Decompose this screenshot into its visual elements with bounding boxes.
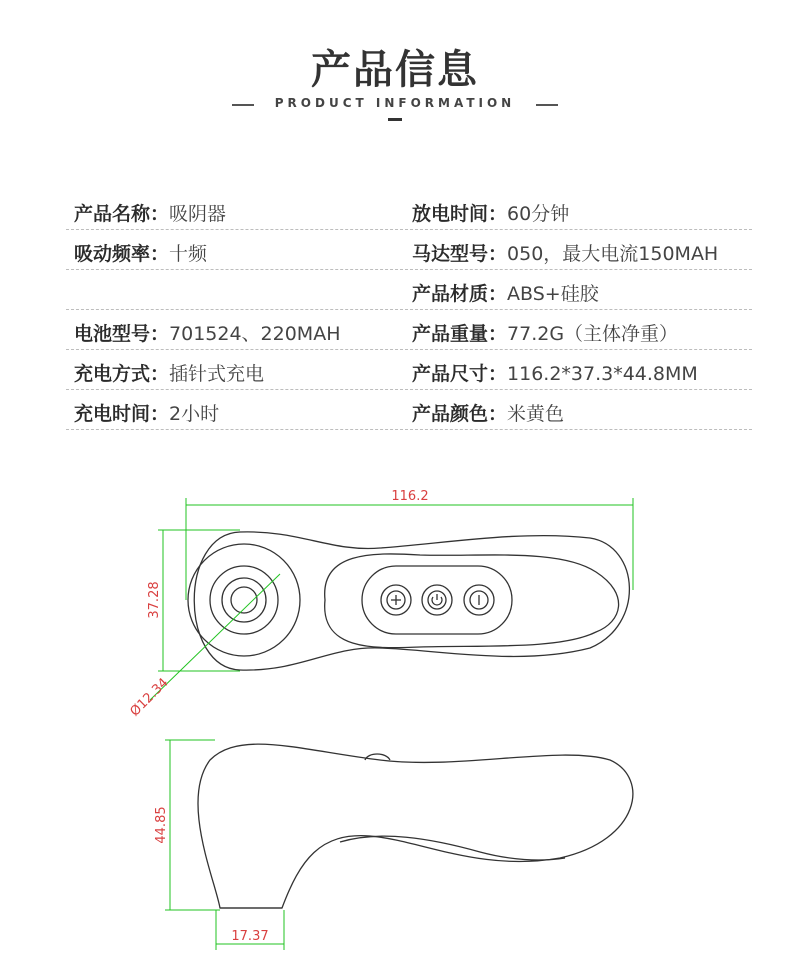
- spec-label: 产品尺寸：: [412, 363, 508, 385]
- top-view: [188, 532, 629, 670]
- spec-label: 吸动频率：: [74, 243, 170, 265]
- page-subtitle: PRODUCT INFORMATION: [274, 96, 516, 110]
- dimension-lines-side: [165, 740, 284, 950]
- page-title: 产品信息: [311, 47, 479, 93]
- spec-label: 产品颜色：: [412, 403, 508, 425]
- body-outline: [194, 532, 629, 670]
- side-view: [198, 744, 633, 908]
- spec-value: 十频: [169, 243, 208, 265]
- spec-value: 2小时: [169, 403, 220, 425]
- spec-label: 马达型号：: [412, 243, 508, 265]
- spec-value: 701524、220MAH: [169, 323, 341, 345]
- spec-value: 插针式充电: [169, 363, 265, 385]
- dim-diameter-label: Ø12.34: [127, 675, 172, 720]
- side-body-outline: [198, 744, 633, 908]
- power-button[interactable]: [422, 585, 452, 615]
- spec-label: 产品重量：: [412, 323, 508, 345]
- dim-height-label: 44.85: [154, 806, 169, 844]
- spec-label: 充电时间：: [74, 403, 170, 425]
- dim-length-label: 116.2: [391, 489, 429, 504]
- spec-value: 050，最大电流150MAH: [507, 243, 719, 265]
- spec-value: 吸阴器: [169, 203, 227, 225]
- spec-value: ABS+硅胶: [507, 283, 599, 305]
- head-ring: [210, 566, 278, 634]
- spec-value: 116.2*37.3*44.8MM: [507, 363, 698, 385]
- spec-value: 60分钟: [507, 203, 570, 225]
- minus-button[interactable]: [464, 585, 494, 615]
- dim-width-label: 37.28: [147, 581, 162, 619]
- spec-value: 77.2G（主体净重）: [507, 323, 679, 345]
- plus-button[interactable]: [381, 585, 411, 615]
- head-outer: [188, 544, 300, 656]
- spec-label: 充电方式：: [74, 363, 170, 385]
- spec-label: 放电时间：: [412, 203, 508, 225]
- spec-label: 产品名称：: [74, 203, 170, 225]
- spec-label: 产品材质：: [412, 283, 508, 305]
- dim-base-label: 17.37: [231, 929, 269, 944]
- spec-value: 米黄色: [507, 403, 565, 425]
- side-underline: [340, 836, 565, 860]
- spec-label: 电池型号：: [74, 323, 170, 345]
- head-mid: [222, 578, 266, 622]
